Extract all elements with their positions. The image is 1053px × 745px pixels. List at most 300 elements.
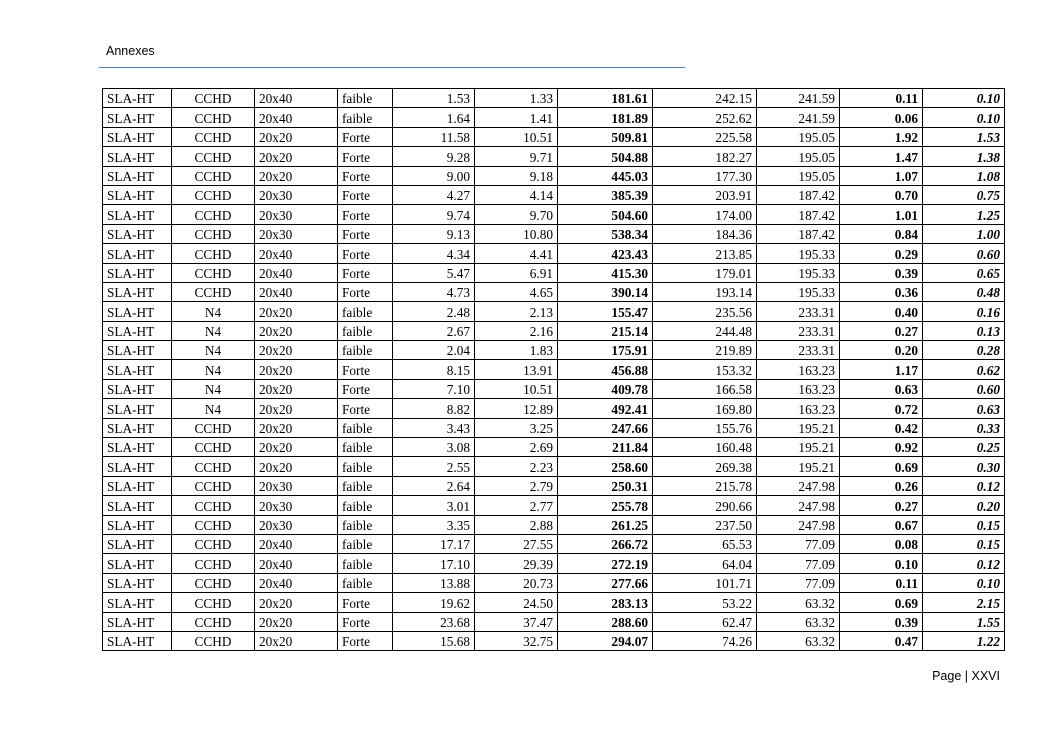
cell-level: faible — [338, 496, 393, 515]
cell-level: faible — [338, 476, 393, 495]
cell-material: SLA-HT — [103, 612, 172, 631]
cell-ratio-b: 1.22 — [923, 631, 1005, 650]
cell-ratio-b: 0.10 — [923, 573, 1005, 592]
cell-val-b: 9.71 — [475, 147, 558, 166]
cell-val-b: 4.41 — [475, 244, 558, 263]
cell-val-e: 63.32 — [757, 593, 840, 612]
cell-val-b: 4.65 — [475, 282, 558, 301]
cell-val-e: 77.09 — [757, 573, 840, 592]
cell-level: faible — [338, 438, 393, 457]
cell-material: SLA-HT — [103, 631, 172, 650]
cell-val-b: 6.91 — [475, 263, 558, 282]
cell-ratio-b: 0.30 — [923, 457, 1005, 476]
cell-val-d: 244.48 — [653, 321, 757, 340]
cell-val-a: 4.73 — [393, 282, 475, 301]
cell-val-d: 62.47 — [653, 612, 757, 631]
cell-ratio-a: 0.84 — [840, 224, 923, 243]
cell-level: faible — [338, 515, 393, 534]
cell-level: faible — [338, 457, 393, 476]
cell-val-e: 247.98 — [757, 515, 840, 534]
cell-val-c: 272.19 — [558, 554, 653, 573]
cell-ratio-a: 0.27 — [840, 321, 923, 340]
cell-val-d: 177.30 — [653, 166, 757, 185]
cell-ratio-b: 0.13 — [923, 321, 1005, 340]
cell-material: SLA-HT — [103, 573, 172, 592]
cell-val-b: 9.70 — [475, 205, 558, 224]
cell-val-c: 504.60 — [558, 205, 653, 224]
cell-size: 20x20 — [255, 612, 338, 631]
cell-cement: CCHD — [172, 612, 255, 631]
cell-val-c: 504.88 — [558, 147, 653, 166]
cell-ratio-b: 0.12 — [923, 476, 1005, 495]
cell-val-a: 23.68 — [393, 612, 475, 631]
cell-size: 20x40 — [255, 534, 338, 553]
cell-cement: CCHD — [172, 573, 255, 592]
cell-val-d: 193.14 — [653, 282, 757, 301]
cell-material: SLA-HT — [103, 476, 172, 495]
cell-size: 20x40 — [255, 282, 338, 301]
cell-val-a: 4.27 — [393, 185, 475, 204]
cell-val-a: 3.35 — [393, 515, 475, 534]
cell-ratio-a: 0.69 — [840, 593, 923, 612]
cell-level: faible — [338, 573, 393, 592]
cell-val-c: 181.89 — [558, 108, 653, 127]
table-row — [103, 631, 1005, 650]
cell-ratio-b: 0.12 — [923, 554, 1005, 573]
cell-material: SLA-HT — [103, 166, 172, 185]
cell-ratio-a: 0.39 — [840, 612, 923, 631]
cell-cement: CCHD — [172, 534, 255, 553]
cell-ratio-b: 0.33 — [923, 418, 1005, 437]
cell-ratio-a: 0.70 — [840, 185, 923, 204]
cell-val-a: 9.74 — [393, 205, 475, 224]
cell-val-e: 195.33 — [757, 244, 840, 263]
cell-val-a: 3.01 — [393, 496, 475, 515]
cell-ratio-b: 0.28 — [923, 341, 1005, 360]
cell-val-a: 3.43 — [393, 418, 475, 437]
cell-val-e: 163.23 — [757, 379, 840, 398]
cell-val-d: 53.22 — [653, 593, 757, 612]
cell-cement: CCHD — [172, 457, 255, 476]
cell-val-e: 63.32 — [757, 612, 840, 631]
table-row — [103, 89, 1005, 108]
cell-val-d: 184.36 — [653, 224, 757, 243]
cell-material: SLA-HT — [103, 282, 172, 301]
cell-val-c: 445.03 — [558, 166, 653, 185]
cell-val-d: 203.91 — [653, 185, 757, 204]
cell-size: 20x20 — [255, 457, 338, 476]
cell-cement: N4 — [172, 302, 255, 321]
cell-val-c: 255.78 — [558, 496, 653, 515]
cell-val-c: 415.30 — [558, 263, 653, 282]
header-divider — [99, 67, 685, 68]
cell-material: SLA-HT — [103, 515, 172, 534]
cell-val-b: 2.16 — [475, 321, 558, 340]
cell-level: Forte — [338, 631, 393, 650]
cell-val-b: 2.79 — [475, 476, 558, 495]
cell-material: SLA-HT — [103, 127, 172, 146]
data-table — [102, 88, 1005, 651]
cell-val-a: 4.34 — [393, 244, 475, 263]
cell-val-b: 10.51 — [475, 379, 558, 398]
cell-val-c: 390.14 — [558, 282, 653, 301]
cell-val-d: 213.85 — [653, 244, 757, 263]
cell-level: faible — [338, 341, 393, 360]
table-row — [103, 224, 1005, 243]
cell-size: 20x20 — [255, 593, 338, 612]
cell-size: 20x20 — [255, 438, 338, 457]
cell-size: 20x20 — [255, 127, 338, 146]
table-row — [103, 282, 1005, 301]
table-row — [103, 263, 1005, 282]
cell-val-c: 175.91 — [558, 341, 653, 360]
cell-val-c: 538.34 — [558, 224, 653, 243]
cell-val-b: 2.69 — [475, 438, 558, 457]
cell-level: Forte — [338, 185, 393, 204]
cell-material: SLA-HT — [103, 321, 172, 340]
cell-val-a: 1.53 — [393, 89, 475, 108]
cell-cement: N4 — [172, 379, 255, 398]
cell-val-c: 261.25 — [558, 515, 653, 534]
cell-val-c: 283.13 — [558, 593, 653, 612]
cell-cement: CCHD — [172, 127, 255, 146]
cell-size: 20x30 — [255, 476, 338, 495]
cell-val-a: 9.00 — [393, 166, 475, 185]
cell-ratio-a: 1.47 — [840, 147, 923, 166]
cell-level: Forte — [338, 127, 393, 146]
cell-val-d: 160.48 — [653, 438, 757, 457]
cell-val-b: 9.18 — [475, 166, 558, 185]
cell-val-e: 195.33 — [757, 263, 840, 282]
table-row — [103, 399, 1005, 418]
cell-ratio-a: 0.26 — [840, 476, 923, 495]
cell-cement: N4 — [172, 399, 255, 418]
cell-ratio-a: 0.72 — [840, 399, 923, 418]
cell-ratio-b: 1.38 — [923, 147, 1005, 166]
cell-level: Forte — [338, 263, 393, 282]
cell-val-a: 1.64 — [393, 108, 475, 127]
cell-ratio-a: 0.36 — [840, 282, 923, 301]
cell-val-e: 163.23 — [757, 399, 840, 418]
cell-ratio-b: 0.15 — [923, 534, 1005, 553]
cell-val-c: 294.07 — [558, 631, 653, 650]
cell-cement: N4 — [172, 341, 255, 360]
table-row — [103, 554, 1005, 573]
table-row — [103, 612, 1005, 631]
cell-ratio-b: 1.25 — [923, 205, 1005, 224]
cell-val-b: 10.80 — [475, 224, 558, 243]
cell-material: SLA-HT — [103, 244, 172, 263]
cell-val-e: 77.09 — [757, 554, 840, 573]
cell-val-d: 290.66 — [653, 496, 757, 515]
cell-size: 20x20 — [255, 341, 338, 360]
cell-size: 20x40 — [255, 108, 338, 127]
cell-material: SLA-HT — [103, 185, 172, 204]
cell-val-d: 237.50 — [653, 515, 757, 534]
cell-material: SLA-HT — [103, 554, 172, 573]
cell-ratio-a: 1.07 — [840, 166, 923, 185]
cell-cement: CCHD — [172, 263, 255, 282]
cell-ratio-b: 1.53 — [923, 127, 1005, 146]
table-row — [103, 127, 1005, 146]
cell-ratio-a: 0.39 — [840, 263, 923, 282]
cell-val-c: 385.39 — [558, 185, 653, 204]
cell-size: 20x30 — [255, 515, 338, 534]
cell-cement: CCHD — [172, 631, 255, 650]
table-row — [103, 418, 1005, 437]
cell-size: 20x40 — [255, 244, 338, 263]
cell-val-e: 187.42 — [757, 185, 840, 204]
cell-level: faible — [338, 554, 393, 573]
cell-material: SLA-HT — [103, 379, 172, 398]
cell-val-e: 233.31 — [757, 302, 840, 321]
cell-val-d: 155.76 — [653, 418, 757, 437]
cell-ratio-b: 1.55 — [923, 612, 1005, 631]
cell-ratio-b: 0.60 — [923, 379, 1005, 398]
cell-material: SLA-HT — [103, 418, 172, 437]
cell-val-b: 20.73 — [475, 573, 558, 592]
cell-ratio-b: 0.63 — [923, 399, 1005, 418]
cell-level: faible — [338, 108, 393, 127]
page-label: Page — [932, 669, 962, 683]
cell-material: SLA-HT — [103, 263, 172, 282]
cell-val-d: 169.80 — [653, 399, 757, 418]
cell-ratio-a: 0.20 — [840, 341, 923, 360]
cell-size: 20x20 — [255, 302, 338, 321]
cell-cement: CCHD — [172, 185, 255, 204]
cell-val-c: 211.84 — [558, 438, 653, 457]
cell-level: Forte — [338, 244, 393, 263]
cell-cement: CCHD — [172, 282, 255, 301]
cell-ratio-b: 0.15 — [923, 515, 1005, 534]
cell-val-a: 13.88 — [393, 573, 475, 592]
cell-val-d: 252.62 — [653, 108, 757, 127]
cell-val-a: 15.68 — [393, 631, 475, 650]
cell-ratio-b: 0.48 — [923, 282, 1005, 301]
table-row — [103, 593, 1005, 612]
cell-val-c: 423.43 — [558, 244, 653, 263]
cell-val-b: 1.33 — [475, 89, 558, 108]
cell-cement: CCHD — [172, 496, 255, 515]
cell-val-d: 215.78 — [653, 476, 757, 495]
cell-ratio-a: 1.17 — [840, 360, 923, 379]
cell-cement: CCHD — [172, 147, 255, 166]
cell-val-d: 182.27 — [653, 147, 757, 166]
cell-ratio-b: 0.25 — [923, 438, 1005, 457]
cell-val-c: 409.78 — [558, 379, 653, 398]
cell-material: SLA-HT — [103, 89, 172, 108]
cell-ratio-b: 0.62 — [923, 360, 1005, 379]
table-row — [103, 341, 1005, 360]
cell-val-b: 2.88 — [475, 515, 558, 534]
cell-cement: CCHD — [172, 224, 255, 243]
cell-size: 20x20 — [255, 166, 338, 185]
cell-material: SLA-HT — [103, 438, 172, 457]
cell-ratio-a: 0.11 — [840, 89, 923, 108]
table-row — [103, 515, 1005, 534]
cell-val-e: 233.31 — [757, 341, 840, 360]
cell-ratio-a: 0.92 — [840, 438, 923, 457]
cell-val-d: 174.00 — [653, 205, 757, 224]
cell-size: 20x20 — [255, 399, 338, 418]
cell-ratio-b: 0.10 — [923, 89, 1005, 108]
cell-val-b: 1.83 — [475, 341, 558, 360]
cell-val-b: 32.75 — [475, 631, 558, 650]
cell-val-a: 2.55 — [393, 457, 475, 476]
cell-val-c: 258.60 — [558, 457, 653, 476]
cell-val-d: 101.71 — [653, 573, 757, 592]
cell-val-c: 492.41 — [558, 399, 653, 418]
table-row — [103, 476, 1005, 495]
page-header-title: Annexes — [106, 44, 155, 58]
cell-size: 20x40 — [255, 89, 338, 108]
cell-size: 20x40 — [255, 263, 338, 282]
cell-level: Forte — [338, 224, 393, 243]
table-row — [103, 360, 1005, 379]
cell-cement: CCHD — [172, 205, 255, 224]
cell-val-a: 2.48 — [393, 302, 475, 321]
cell-cement: CCHD — [172, 418, 255, 437]
cell-material: SLA-HT — [103, 360, 172, 379]
cell-cement: CCHD — [172, 166, 255, 185]
cell-ratio-a: 0.67 — [840, 515, 923, 534]
table-row — [103, 457, 1005, 476]
cell-val-e: 163.23 — [757, 360, 840, 379]
cell-val-d: 166.58 — [653, 379, 757, 398]
cell-val-d: 65.53 — [653, 534, 757, 553]
cell-level: faible — [338, 321, 393, 340]
cell-val-a: 2.64 — [393, 476, 475, 495]
cell-material: SLA-HT — [103, 534, 172, 553]
cell-level: Forte — [338, 612, 393, 631]
cell-level: Forte — [338, 205, 393, 224]
cell-val-e: 195.05 — [757, 166, 840, 185]
cell-ratio-b: 0.20 — [923, 496, 1005, 515]
cell-val-c: 181.61 — [558, 89, 653, 108]
cell-ratio-b: 0.75 — [923, 185, 1005, 204]
cell-size: 20x20 — [255, 360, 338, 379]
cell-ratio-a: 0.10 — [840, 554, 923, 573]
table-row — [103, 205, 1005, 224]
cell-ratio-a: 0.29 — [840, 244, 923, 263]
cell-val-c: 266.72 — [558, 534, 653, 553]
cell-level: faible — [338, 302, 393, 321]
table-row — [103, 108, 1005, 127]
cell-level: faible — [338, 418, 393, 437]
cell-ratio-b: 0.10 — [923, 108, 1005, 127]
cell-size: 20x20 — [255, 379, 338, 398]
cell-ratio-b: 2.15 — [923, 593, 1005, 612]
cell-val-a: 7.10 — [393, 379, 475, 398]
cell-val-a: 9.13 — [393, 224, 475, 243]
cell-cement: CCHD — [172, 554, 255, 573]
table-row — [103, 166, 1005, 185]
cell-level: faible — [338, 89, 393, 108]
table-row — [103, 244, 1005, 263]
cell-size: 20x20 — [255, 631, 338, 650]
table-row — [103, 438, 1005, 457]
cell-cement: CCHD — [172, 593, 255, 612]
cell-val-b: 27.55 — [475, 534, 558, 553]
cell-val-b: 2.77 — [475, 496, 558, 515]
cell-level: Forte — [338, 147, 393, 166]
cell-val-e: 63.32 — [757, 631, 840, 650]
cell-ratio-b: 1.00 — [923, 224, 1005, 243]
cell-ratio-a: 0.06 — [840, 108, 923, 127]
cell-ratio-a: 1.01 — [840, 205, 923, 224]
cell-val-c: 277.66 — [558, 573, 653, 592]
cell-val-b: 37.47 — [475, 612, 558, 631]
cell-size: 20x20 — [255, 321, 338, 340]
cell-ratio-a: 0.40 — [840, 302, 923, 321]
cell-val-d: 242.15 — [653, 89, 757, 108]
cell-val-e: 195.05 — [757, 127, 840, 146]
cell-material: SLA-HT — [103, 224, 172, 243]
cell-level: Forte — [338, 166, 393, 185]
cell-val-b: 3.25 — [475, 418, 558, 437]
cell-ratio-a: 0.63 — [840, 379, 923, 398]
cell-val-b: 13.91 — [475, 360, 558, 379]
cell-val-a: 2.04 — [393, 341, 475, 360]
cell-val-e: 195.33 — [757, 282, 840, 301]
cell-cement: N4 — [172, 321, 255, 340]
cell-val-a: 11.58 — [393, 127, 475, 146]
cell-val-d: 225.58 — [653, 127, 757, 146]
cell-val-e: 195.21 — [757, 457, 840, 476]
cell-ratio-a: 0.42 — [840, 418, 923, 437]
cell-val-d: 179.01 — [653, 263, 757, 282]
cell-val-d: 64.04 — [653, 554, 757, 573]
cell-material: SLA-HT — [103, 496, 172, 515]
cell-val-e: 247.98 — [757, 496, 840, 515]
cell-val-e: 233.31 — [757, 321, 840, 340]
table-row — [103, 147, 1005, 166]
cell-ratio-a: 0.11 — [840, 573, 923, 592]
cell-val-e: 247.98 — [757, 476, 840, 495]
cell-val-b: 10.51 — [475, 127, 558, 146]
cell-size: 20x20 — [255, 147, 338, 166]
cell-size: 20x40 — [255, 573, 338, 592]
cell-val-a: 5.47 — [393, 263, 475, 282]
cell-material: SLA-HT — [103, 593, 172, 612]
page-footer — [932, 669, 1000, 683]
cell-size: 20x40 — [255, 554, 338, 573]
cell-val-a: 19.62 — [393, 593, 475, 612]
cell-cement: N4 — [172, 360, 255, 379]
cell-ratio-a: 0.69 — [840, 457, 923, 476]
cell-material: SLA-HT — [103, 302, 172, 321]
cell-val-a: 2.67 — [393, 321, 475, 340]
cell-val-d: 235.56 — [653, 302, 757, 321]
cell-material: SLA-HT — [103, 147, 172, 166]
cell-level: Forte — [338, 282, 393, 301]
cell-val-e: 241.59 — [757, 89, 840, 108]
cell-ratio-b: 0.65 — [923, 263, 1005, 282]
cell-val-e: 241.59 — [757, 108, 840, 127]
cell-val-c: 456.88 — [558, 360, 653, 379]
cell-cement: CCHD — [172, 515, 255, 534]
table-row — [103, 302, 1005, 321]
cell-ratio-a: 0.08 — [840, 534, 923, 553]
cell-cement: CCHD — [172, 108, 255, 127]
cell-material: SLA-HT — [103, 341, 172, 360]
cell-val-d: 219.89 — [653, 341, 757, 360]
cell-val-e: 195.21 — [757, 418, 840, 437]
cell-cement: CCHD — [172, 438, 255, 457]
cell-ratio-b: 1.08 — [923, 166, 1005, 185]
cell-material: SLA-HT — [103, 108, 172, 127]
table-row — [103, 321, 1005, 340]
